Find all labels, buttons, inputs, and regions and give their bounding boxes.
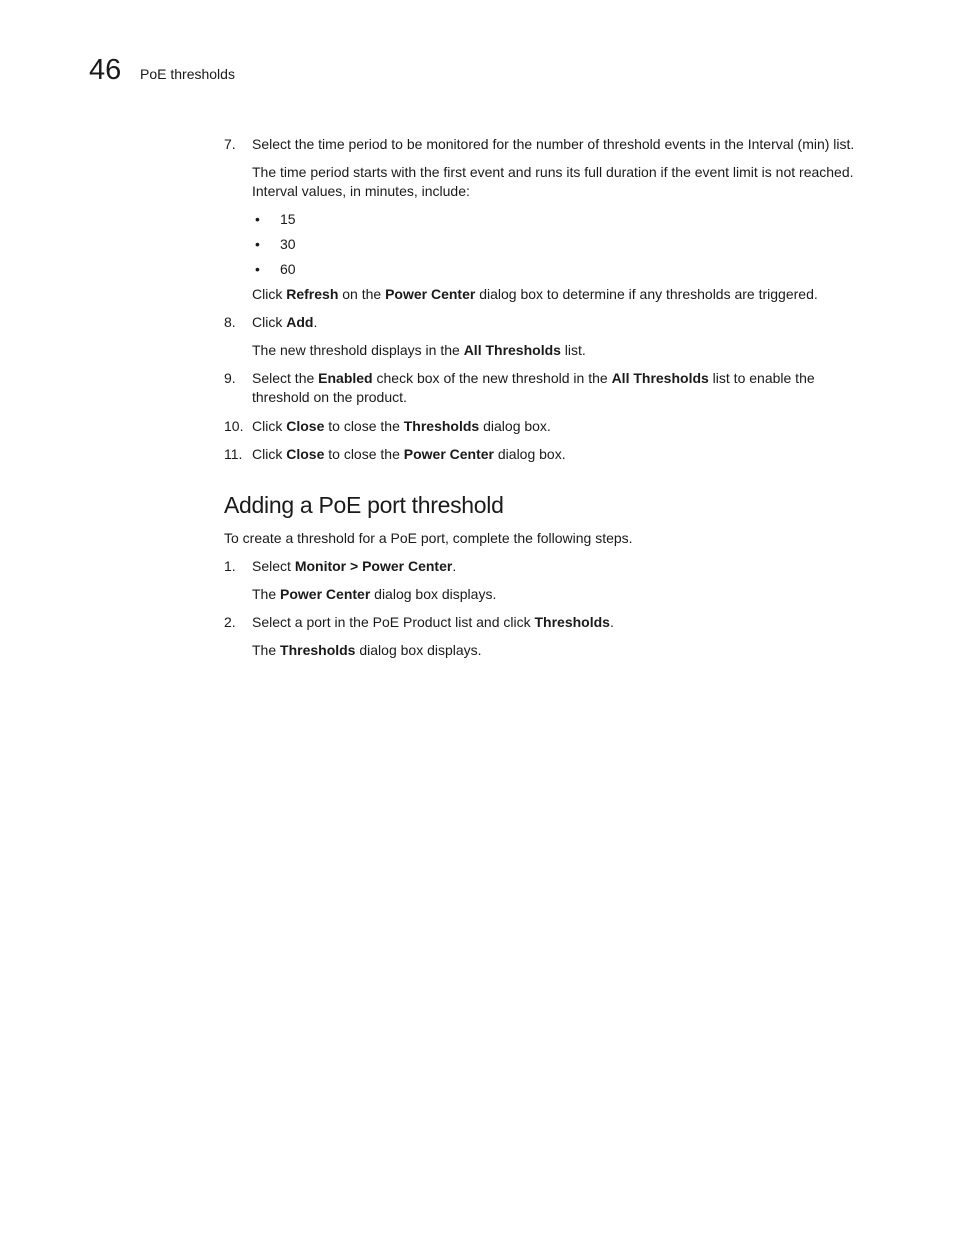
bullet-icon: • bbox=[255, 236, 260, 252]
power-center-label: Power Center bbox=[385, 286, 476, 302]
step-11: 11. Click Close to close the Power Center dialog box. bbox=[224, 446, 566, 462]
step-number: 10. bbox=[224, 418, 244, 434]
page-content bbox=[224, 135, 874, 660]
thresholds-label: Thresholds bbox=[280, 642, 356, 658]
chapter-number: 46 bbox=[89, 54, 122, 86]
all-thresholds-label: All Thresholds bbox=[463, 342, 561, 358]
section-title: PoE thresholds bbox=[140, 66, 235, 82]
step-2-result: The Thresholds dialog box displays. bbox=[252, 642, 482, 658]
step-9: 9. Select the Enabled check box of the new threshold in the All Thresholds list to enable the threshold on the product. bbox=[224, 370, 815, 405]
bullet-icon: • bbox=[255, 211, 260, 227]
interval-list bbox=[224, 210, 874, 279]
list-item: • 30 bbox=[255, 236, 296, 252]
step-number: 1. bbox=[224, 558, 236, 574]
step-number: 9. bbox=[224, 370, 236, 386]
refresh-paragraph: Click Refresh on the Power Center dialog box to determine if any thresholds are triggered. bbox=[252, 286, 818, 302]
close-label: Close bbox=[286, 446, 325, 462]
monitor-power-center-label: Monitor > Power Center bbox=[294, 558, 453, 574]
interval-paragraph: The time period starts with the first event and runs its full duration if the event limit is not reached. Interval values, in minutes, include: bbox=[252, 164, 854, 199]
step-2: 2. Select a port in the PoE Product list and click Thresholds. bbox=[224, 614, 614, 630]
step-8: 8. Click Add. bbox=[224, 314, 318, 330]
section-heading: Adding a PoE port threshold bbox=[224, 492, 504, 518]
step-1: 1. Select Monitor > Power Center. bbox=[224, 558, 457, 574]
power-center-label: Power Center bbox=[280, 586, 371, 602]
section-intro: To create a threshold for a PoE port, complete the following steps. bbox=[224, 530, 633, 546]
power-center-label: Power Center bbox=[403, 446, 494, 462]
step-1-result: The Power Center dialog box displays. bbox=[252, 586, 497, 602]
enabled-label: Enabled bbox=[318, 370, 373, 386]
refresh-label: Refresh bbox=[286, 286, 339, 302]
step-number: 11. bbox=[224, 446, 243, 462]
close-label: Close bbox=[286, 418, 325, 434]
step-10: 10. Click Close to close the Thresholds dialog box. bbox=[224, 418, 551, 434]
step-number: 7. bbox=[224, 136, 236, 152]
thresholds-label: Thresholds bbox=[403, 418, 480, 434]
all-thresholds-label: All Thresholds bbox=[611, 370, 709, 386]
step-number: 8. bbox=[224, 314, 236, 330]
list-item: • 15 bbox=[255, 211, 296, 227]
bullet-icon: • bbox=[255, 261, 260, 277]
step-text: Select the time period to be monitored for the number of threshold events in the Interval (min) list. bbox=[252, 136, 855, 152]
list-item: • 60 bbox=[255, 261, 296, 277]
add-result-paragraph: The new threshold displays in the All Thresholds list. bbox=[252, 342, 586, 358]
step-7 bbox=[224, 135, 874, 154]
add-label: Add bbox=[286, 314, 314, 330]
thresholds-label: Thresholds bbox=[534, 614, 610, 630]
step-number: 2. bbox=[224, 614, 236, 630]
